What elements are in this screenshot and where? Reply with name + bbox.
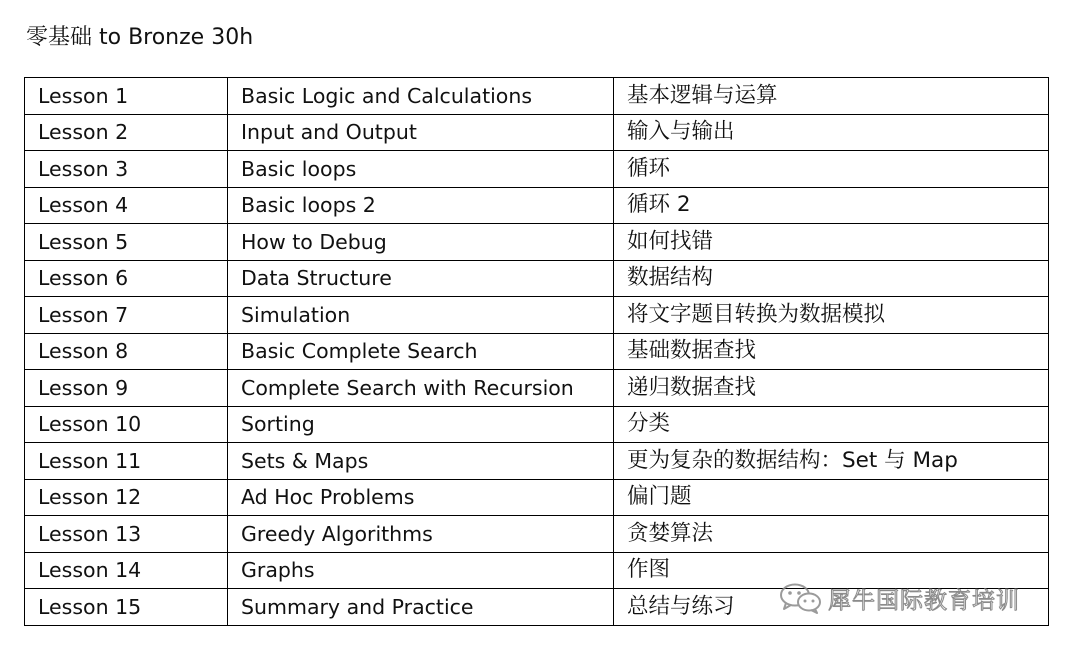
table-row [25,224,1049,261]
lesson-number-cell: Lesson 3 [25,151,228,188]
lesson-topic-cell: Graphs [228,552,614,589]
lesson-number-cell: Lesson 2 [25,114,228,151]
lesson-number-cell: Lesson 13 [25,516,228,553]
table-row [25,370,1049,407]
lesson-topic-cell: How to Debug [228,224,614,261]
watermark [778,582,1020,614]
lesson-number-cell: Lesson 1 [25,78,228,115]
table-row [25,260,1049,297]
lesson-topic-cell: Sets & Maps [228,443,614,480]
lesson-topic-cn-cell: 基础数据查找 [614,333,1049,370]
lesson-number-cell: Lesson 15 [25,589,228,626]
table-row [25,114,1049,151]
watermark-text: 犀牛国际教育培训 [828,587,1020,614]
lesson-number-cell: Lesson 8 [25,333,228,370]
table-row [25,297,1049,334]
lesson-topic-cn-cell: 将文字题目转换为数据模拟 [614,297,1049,334]
lesson-number-cell: Lesson 10 [25,406,228,443]
lesson-number-cell: Lesson 6 [25,260,228,297]
lesson-topic-cn-cell: 偏门题 [614,479,1049,516]
lesson-table [24,77,1049,626]
lesson-topic-cn-cell: 作图 [614,552,1049,589]
table-row [25,516,1049,553]
lesson-topic-cn-cell: 循环 [614,151,1049,188]
lesson-topic-cn-cell: 基本逻辑与运算 [614,78,1049,115]
document-title: 零基础 to Bronze 30h [26,25,254,50]
lesson-topic-cn-cell: 分类 [614,406,1049,443]
lesson-table-body [25,78,1049,626]
table-row [25,187,1049,224]
lesson-topic-cell: Basic Logic and Calculations [228,78,614,115]
lesson-topic-cell: Sorting [228,406,614,443]
lesson-topic-cn-cell: 递归数据查找 [614,370,1049,407]
lesson-topic-cell: Data Structure [228,260,614,297]
lesson-topic-cn-cell: 总结与练习 [614,589,1049,626]
table-row [25,151,1049,188]
lesson-topic-cell: Input and Output [228,114,614,151]
lesson-number-cell: Lesson 9 [25,370,228,407]
lesson-number-cell: Lesson 5 [25,224,228,261]
lesson-topic-cell: Basic loops 2 [228,187,614,224]
table-row [25,443,1049,480]
table-row [25,406,1049,443]
lesson-topic-cell: Complete Search with Recursion [228,370,614,407]
lesson-topic-cell: Ad Hoc Problems [228,479,614,516]
lesson-number-cell: Lesson 12 [25,479,228,516]
lesson-topic-cn-cell: 循环 2 [614,187,1049,224]
lesson-topic-cn-cell: 更为复杂的数据结构：Set 与 Map [614,443,1049,480]
lesson-topic-cell: Basic loops [228,151,614,188]
lesson-topic-cn-cell: 贪婪算法 [614,516,1049,553]
lesson-topic-cell: Summary and Practice [228,589,614,626]
lesson-topic-cell: Simulation [228,297,614,334]
table-row [25,78,1049,115]
lesson-number-cell: Lesson 11 [25,443,228,480]
lesson-topic-cn-cell: 输入与输出 [614,114,1049,151]
lesson-topic-cn-cell: 数据结构 [614,260,1049,297]
lesson-number-cell: Lesson 4 [25,187,228,224]
lesson-number-cell: Lesson 7 [25,297,228,334]
lesson-number-cell: Lesson 14 [25,552,228,589]
wechat-icon [778,582,822,614]
table-row [25,479,1049,516]
table-row [25,333,1049,370]
lesson-topic-cell: Basic Complete Search [228,333,614,370]
lesson-topic-cn-cell: 如何找错 [614,224,1049,261]
lesson-topic-cell: Greedy Algorithms [228,516,614,553]
